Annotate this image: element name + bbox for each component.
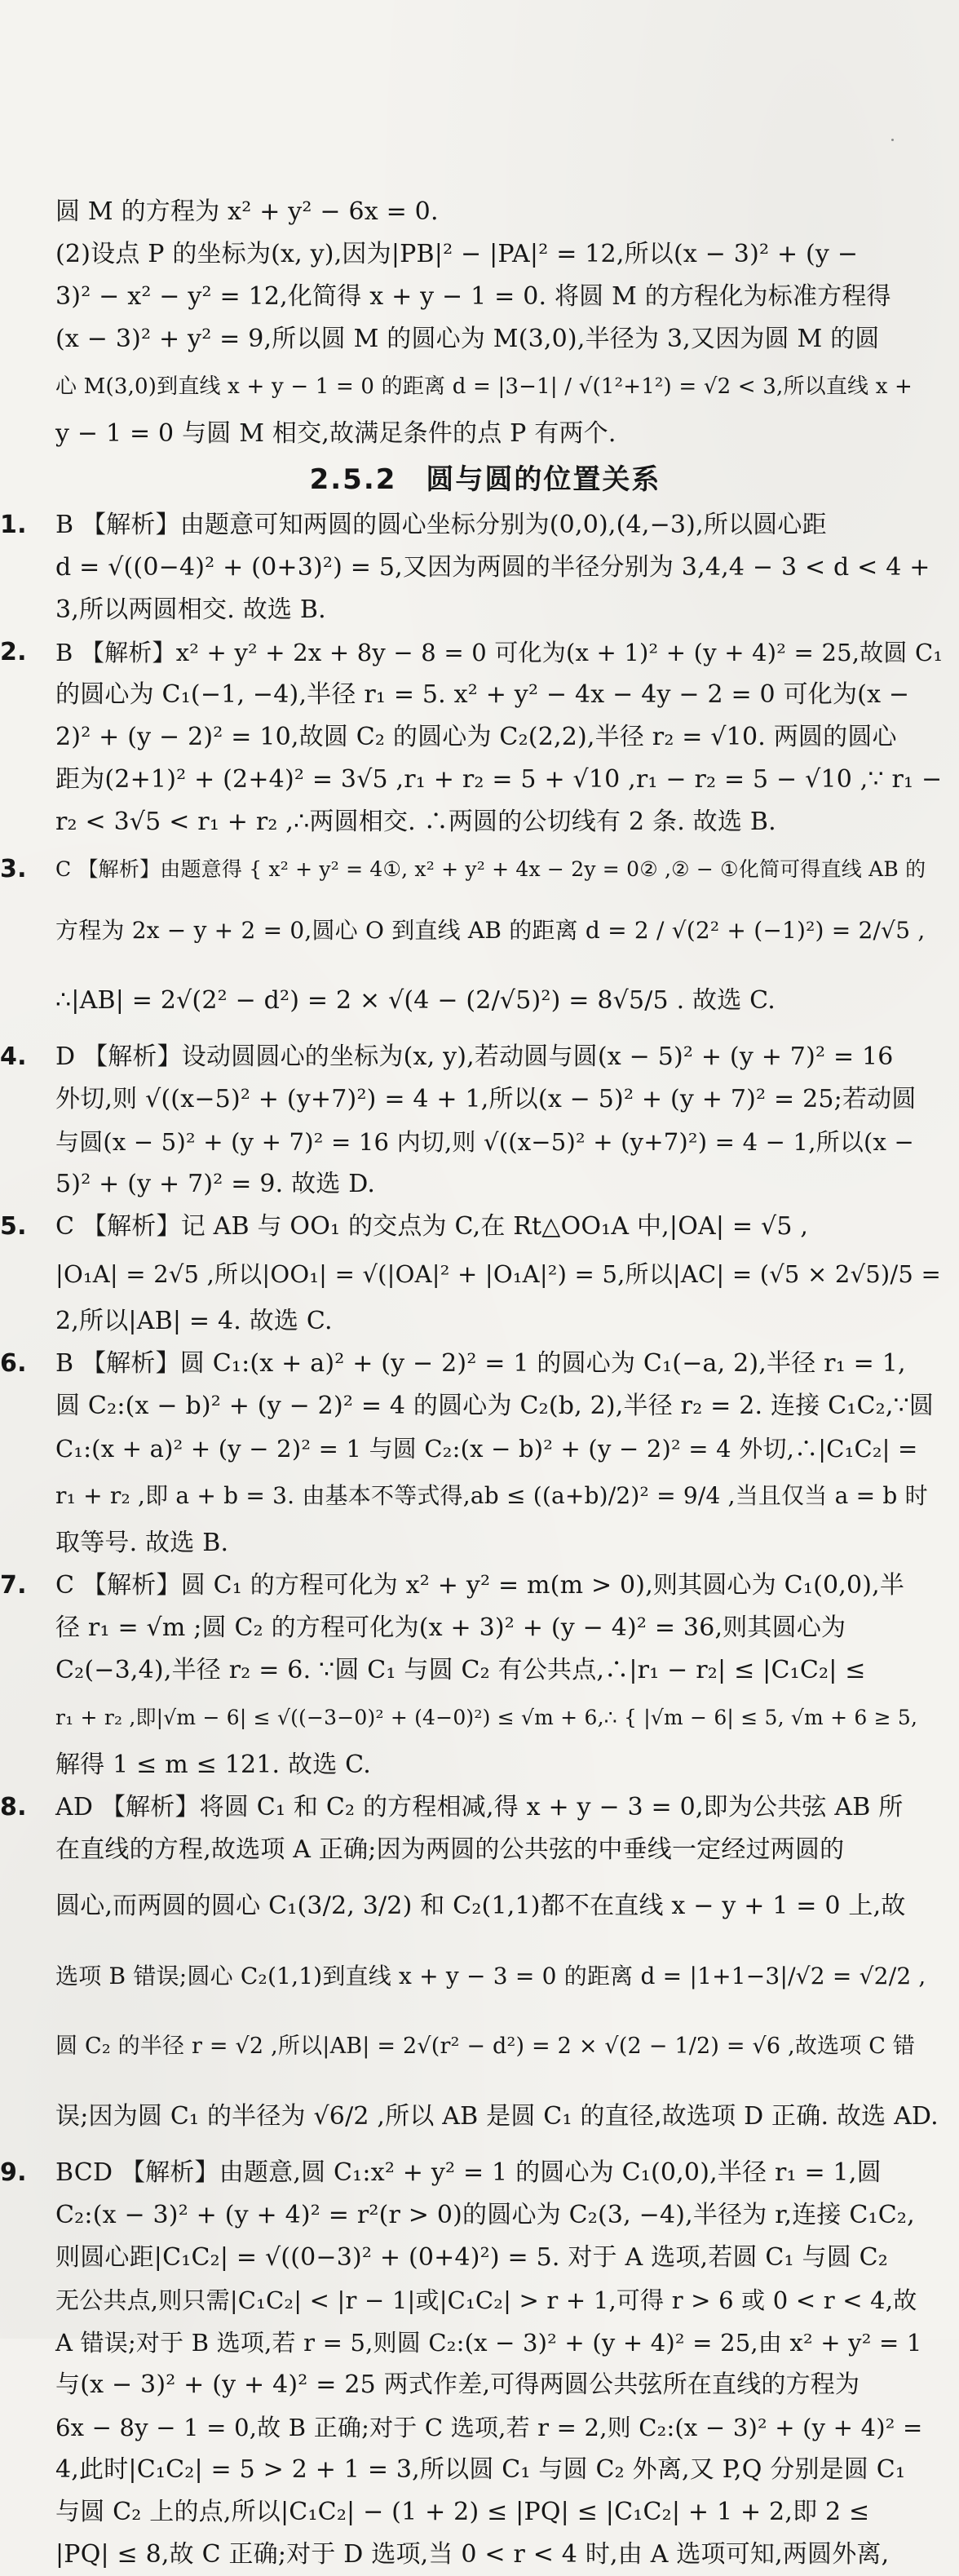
text-line: 径 r₁ = √m ;圆 C₂ 的方程可化为(x + 3)² + (y − 4)² = 36,则其圆心为 <box>55 1613 846 1642</box>
text-line: y − 1 = 0 与圆 M 相交,故满足条件的点 P 有两个. <box>55 419 616 448</box>
text-line: 4. D 【解析】设动圆圆心的坐标为(x, y),若动圆与圆(x − 5)² + (y + 7)² = 16 <box>0 1036 938 1078</box>
answer-item <box>0 1036 938 1206</box>
text-line: |O₁A| = 2√5 ,所以|OO₁| = √(|OA|² + |O₁A|²) = 5,所以|AC| = (√5 × 2√5)/5 = <box>55 1260 941 1288</box>
answer-item <box>0 504 938 631</box>
text-line: 外切,则 √((x−5)² + (y+7)²) = 4 + 1,所以(x − 5)² + (y + 7)² = 25;若动圆 <box>55 1085 917 1113</box>
text-line: 无公共点,则只需|C₁C₂| < |r − 1|或|C₁C₂| > r + 1,可得 r > 6 或 0 < r < 4,故 <box>55 2286 917 2314</box>
text-line: 方程为 2x − y + 2 = 0,圆心 O 到直线 AB 的距离 d = 2 / √(2² + (−1)²) = 2/√5 , <box>55 917 926 944</box>
text-line: 2. B 【解析】x² + y² + 2x + 8y − 8 = 0 可化为(x + 1)² + (y + 4)² = 25,故圆 C₁ <box>0 631 938 674</box>
answer-item <box>0 1206 941 1343</box>
text-line: 心 M(3,0)到直线 x + y − 1 = 0 的距离 d = |3−1| / √(1²+1²) = √2 < 3,所以直线 x + <box>55 374 913 399</box>
answer-number: 3. <box>0 855 27 883</box>
answer-number: 4. <box>0 1042 27 1071</box>
text-line: 8. AD 【解析】将圆 C₁ 和 C₂ 的方程相减,得 x + y − 3 = 0,即为公共弦 AB 所 <box>0 1786 938 1829</box>
text-line: (x − 3)² + y² = 9,所以圆 M 的圆心为 M(3,0),半径为 3,又因为圆 M 的圆 <box>55 325 880 353</box>
text-line: r₂ < 3√5 < r₁ + r₂ ,∴两圆相交. ∴两圆的公切线有 2 条. 故选 B. <box>55 808 776 836</box>
text-line: A 错误;对于 B 选项,若 r = 5,则圆 C₂:(x − 3)² + (y + 4)² = 25,由 x² + y² = 1 <box>55 2329 922 2357</box>
text-line: 与圆 C₂ 上的点,所以|C₁C₂| − (1 + 2) ≤ |PQ| ≤ |C₁C₂| + 1 + 2,即 2 ≤ <box>55 2498 870 2526</box>
text-line: |PQ| ≤ 8,故 C 正确;对于 D 选项,当 0 < r < 4 时,由 A 选项可知,两圆外离, <box>55 2540 890 2569</box>
text-line: 圆心,而两圆的圆心 C₁(3/2, 3/2) 和 C₂(1,1)都不在直线 x − y + 1 = 0 上,故 <box>55 1892 906 1920</box>
solution-content <box>0 191 944 2576</box>
text-line: (2)设点 P 的坐标为(x, y),因为|PB|² − |PA|² = 12,所以(x − 3)² + (y − <box>55 240 859 268</box>
text-line: 6. B 【解析】圆 C₁:(x + a)² + (y − 2)² = 1 的圆心为 C₁(−a, 2),半径 r₁ = 1, <box>0 1343 938 1385</box>
text-line: 圆 C₂ 的半径 r = √2 ,所以|AB| = 2√(r² − d²) = 2 × √(2 − 1/2) = √6 ,故选项 C 错 <box>55 2034 916 2059</box>
answer-item <box>0 1343 938 1565</box>
section-title: 2.5.2 圆与圆的位置关系 <box>309 463 661 496</box>
answer-item <box>0 631 944 843</box>
answer-number: 9. <box>0 2158 27 2187</box>
text-line: 1. B 【解析】由题意可知两圆的圆心坐标分别为(0,0),(4,−3),所以圆心距 <box>0 504 938 547</box>
answer-number: 2. <box>0 638 27 666</box>
text-line: 误;因为圆 C₁ 的半径为 √6/2 ,所以 AB 是圆 C₁ 的直径,故选项 D 正确. 故选 AD. <box>55 2102 939 2131</box>
text-line: 3,所以两圆相交. 故选 B. <box>55 595 326 624</box>
text-line: 解得 1 ≤ m ≤ 121. 故选 C. <box>55 1751 371 1779</box>
text-line: 取等号. 故选 B. <box>55 1529 229 1557</box>
answer-item <box>0 843 938 1036</box>
text-line: 的圆心为 C₁(−1, −4),半径 r₁ = 5. x² + y² − 4x − 4y − 2 = 0 可化为(x − <box>55 680 910 709</box>
text-line: C₂(−3,4),半径 r₂ = 6. ∵圆 C₁ 与圆 C₂ 有公共点,∴|r₁ − r₂| ≤ |C₁C₂| ≤ <box>55 1656 866 1684</box>
text-line: r₁ + r₂ ,即 a + b = 3. 由基本不等式得,ab ≤ ((a+b)/2)² = 9/4 ,当且仅当 a = b 时 <box>55 1482 928 1509</box>
text-line: d = √((0−4)² + (0+3)²) = 5,又因为两圆的半径分别为 3,4,4 − 3 < d < 4 + <box>55 553 930 582</box>
text-line: 与(x − 3)² + (y + 4)² = 25 两式作差,可得两圆公共弦所在直线的方程为 <box>55 2370 860 2399</box>
intro-block <box>0 191 938 455</box>
text-line: 9. BCD 【解析】由题意,圆 C₁:x² + y² = 1 的圆心为 C₁(0,0),半径 r₁ = 1,圆 <box>0 2152 938 2194</box>
text-line: 4,此时|C₁C₂| = 5 > 2 + 1 = 3,所以圆 C₁ 与圆 C₂ 外离,又 P,Q 分别是圆 C₁ <box>55 2455 906 2484</box>
answer-item <box>0 2152 938 2576</box>
text-line: 3)² − x² − y² = 12,化简得 x + y − 1 = 0. 将圆 M 的方程化为标准方程得 <box>55 282 891 311</box>
text-line: 2,所以|AB| = 4. 故选 C. <box>55 1307 333 1335</box>
text-line: 5. C 【解析】记 AB 与 OO₁ 的交点为 C,在 Rt△OO₁A 中,|OA| = √5 , <box>0 1206 938 1248</box>
text-line: r₁ + r₂ ,即|√m − 6| ≤ √((−3−0)² + (4−0)²) ≤ √m + 6,∴ { |√m − 6| ≤ 5, √m + 6 ≥ 5, <box>55 1706 918 1729</box>
answer-item <box>0 1786 938 2152</box>
text-line: 选项 B 错误;圆心 C₂(1,1)到直线 x + y − 3 = 0 的距离 d = |1+1−3|/√2 = √2/2 , <box>55 1963 926 1990</box>
answer-number: 5. <box>0 1212 27 1241</box>
text-line: 6x − 8y − 1 = 0,故 B 正确;对于 C 选项,若 r = 2,则 C₂:(x − 3)² + (y + 4)² = <box>55 2414 923 2441</box>
text-line: 圆 M 的方程为 x² + y² − 6x = 0. <box>55 197 439 226</box>
text-line: 5)² + (y + 7)² = 9. 故选 D. <box>55 1170 376 1198</box>
text-line: C₁:(x + a)² + (y − 2)² = 1 与圆 C₂:(x − b)² + (y − 2)² = 4 外切,∴|C₁C₂| = <box>55 1435 918 1463</box>
text-line: 在直线的方程,故选项 A 正确;因为两圆的公共弦的中垂线一定经过两圆的 <box>55 1835 845 1864</box>
text-line: C₂:(x − 3)² + (y + 4)² = r²(r > 0)的圆心为 C₂(3, −4),半径为 r,连接 C₁C₂, <box>55 2201 915 2229</box>
answer-number: 1. <box>0 511 27 539</box>
text-line: 7. C 【解析】圆 C₁ 的方程可化为 x² + y² = m(m > 0),则其圆心为 C₁(0,0),半 <box>0 1565 938 1607</box>
text-line: 距为(2+1)² + (2+4)² = 3√5 ,r₁ + r₂ = 5 + √10 ,r₁ − r₂ = 5 − √10 ,∵ r₁ − <box>55 765 943 794</box>
text-line: 则圆心距|C₁C₂| = √((0−3)² + (0+4)²) = 5. 对于 A 选项,若圆 C₁ 与圆 C₂ <box>55 2243 889 2272</box>
answer-number: 6. <box>0 1349 27 1378</box>
answer-number: 7. <box>0 1571 27 1600</box>
answer-number: 8. <box>0 1793 27 1821</box>
scan-speck <box>891 139 894 141</box>
text-line: 圆 C₂:(x − b)² + (y − 2)² = 4 的圆心为 C₂(b, 2),半径 r₂ = 2. 连接 C₁C₂,∵圆 <box>55 1392 935 1420</box>
answer-item <box>0 1565 938 1786</box>
text-line: ∴|AB| = 2√(2² − d²) = 2 × √(4 − (2/√5)²) = 8√5/5 . 故选 C. <box>55 986 776 1015</box>
text-line: 3. C 【解析】由题意得 { x² + y² = 4①, x² + y² + 4x − 2y = 0② ,② − ①化简可得直线 AB 的 <box>0 843 938 896</box>
text-line: 2)² + (y − 2)² = 10,故圆 C₂ 的圆心为 C₂(2,2),半径 r₂ = √10. 两圆的圆心 <box>55 723 897 751</box>
text-line: 与圆(x − 5)² + (y + 7)² = 16 内切,则 √((x−5)² + (y+7)²) = 4 − 1,所以(x − <box>55 1128 915 1156</box>
